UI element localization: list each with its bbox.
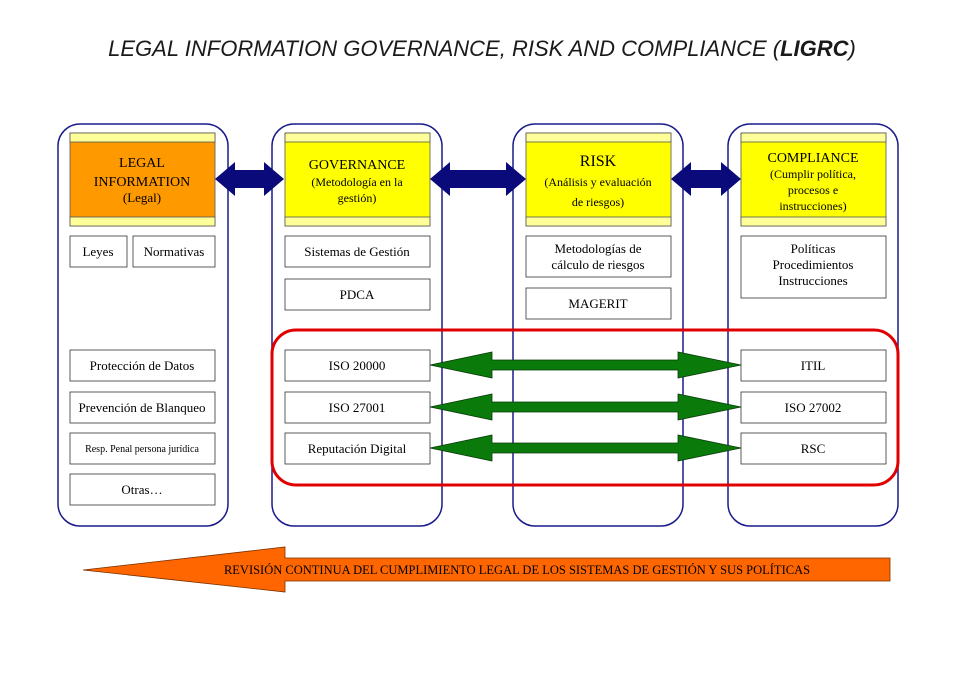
title-main: LEGAL INFORMATION GOVERNANCE, RISK AND COMPLIANCE ( xyxy=(108,36,781,61)
governance-item-iso20000: ISO 20000 xyxy=(328,358,386,373)
header-risk xyxy=(526,133,671,226)
compliance-item-instrucciones: Instrucciones xyxy=(778,273,848,288)
green-arrow-reputacion-rsc xyxy=(430,435,741,461)
header-compliance xyxy=(741,133,886,226)
compliance-heading-1: COMPLIANCE xyxy=(767,151,859,166)
title-close: ) xyxy=(848,36,856,61)
compliance-heading-4: instrucciones) xyxy=(779,199,847,213)
legal-heading-2: INFORMATION xyxy=(93,175,191,190)
legal-heading-1: LEGAL xyxy=(119,156,165,171)
title-acronym: LIGRC xyxy=(780,36,849,61)
risk-item-magerit: MAGERIT xyxy=(568,296,628,311)
risk-heading-1: RISK xyxy=(579,153,617,170)
governance-item-sistemas: Sistemas de Gestión xyxy=(304,244,410,259)
legal-item-blanqueo: Prevención de Blanqueo xyxy=(78,400,206,415)
compliance-item-rsc: RSC xyxy=(800,441,826,456)
legal-item-resp-penal: Resp. Penal persona jurídica xyxy=(85,444,199,455)
double-arrow-risk-compliance xyxy=(671,162,741,196)
header-governance xyxy=(285,133,430,226)
governance-item-reputacion: Reputación Digital xyxy=(307,441,407,456)
double-arrow-legal-governance xyxy=(215,162,284,196)
compliance-item-procedimientos: Procedimientos xyxy=(772,257,854,272)
governance-heading-1: GOVERNANCE xyxy=(308,158,406,173)
green-arrow-iso27001-iso27002 xyxy=(430,394,741,420)
compliance-heading-3: procesos e xyxy=(787,183,839,197)
legal-item-proteccion: Protección de Datos xyxy=(89,358,195,373)
compliance-item-politicas: Políticas xyxy=(790,241,836,256)
risk-item-metodologias: Metodologías de xyxy=(554,241,642,256)
compliance-item-itil: ITIL xyxy=(800,358,826,373)
risk-heading-3: de riesgos) xyxy=(571,195,625,209)
governance-item-pdca: PDCA xyxy=(339,287,375,302)
legal-item-normativas: Normativas xyxy=(143,244,205,259)
legal-item-otras: Otras… xyxy=(121,482,163,497)
legal-item-leyes: Leyes xyxy=(82,244,114,259)
revision-arrow-label: REVISIÓN CONTINUA DEL CUMPLIMIENTO LEGAL DE LOS SISTEMAS DE GESTIÓN Y SUS POLÍTICAS xyxy=(223,563,811,577)
governance-heading-2: (Metodología en la xyxy=(311,175,403,189)
risk-item-calculo: cálculo de riesgos xyxy=(551,257,645,272)
compliance-heading-2: (Cumplir política, xyxy=(770,167,856,181)
header-legal xyxy=(70,133,215,226)
governance-heading-3: gestión) xyxy=(337,191,377,205)
green-arrow-iso20000-itil xyxy=(430,352,741,378)
legal-heading-3: (Legal) xyxy=(122,190,162,205)
governance-item-iso27001: ISO 27001 xyxy=(328,400,386,415)
risk-heading-2: (Análisis y evaluación xyxy=(544,175,652,189)
compliance-item-iso27002: ISO 27002 xyxy=(784,400,842,415)
double-arrow-governance-risk xyxy=(430,162,526,196)
